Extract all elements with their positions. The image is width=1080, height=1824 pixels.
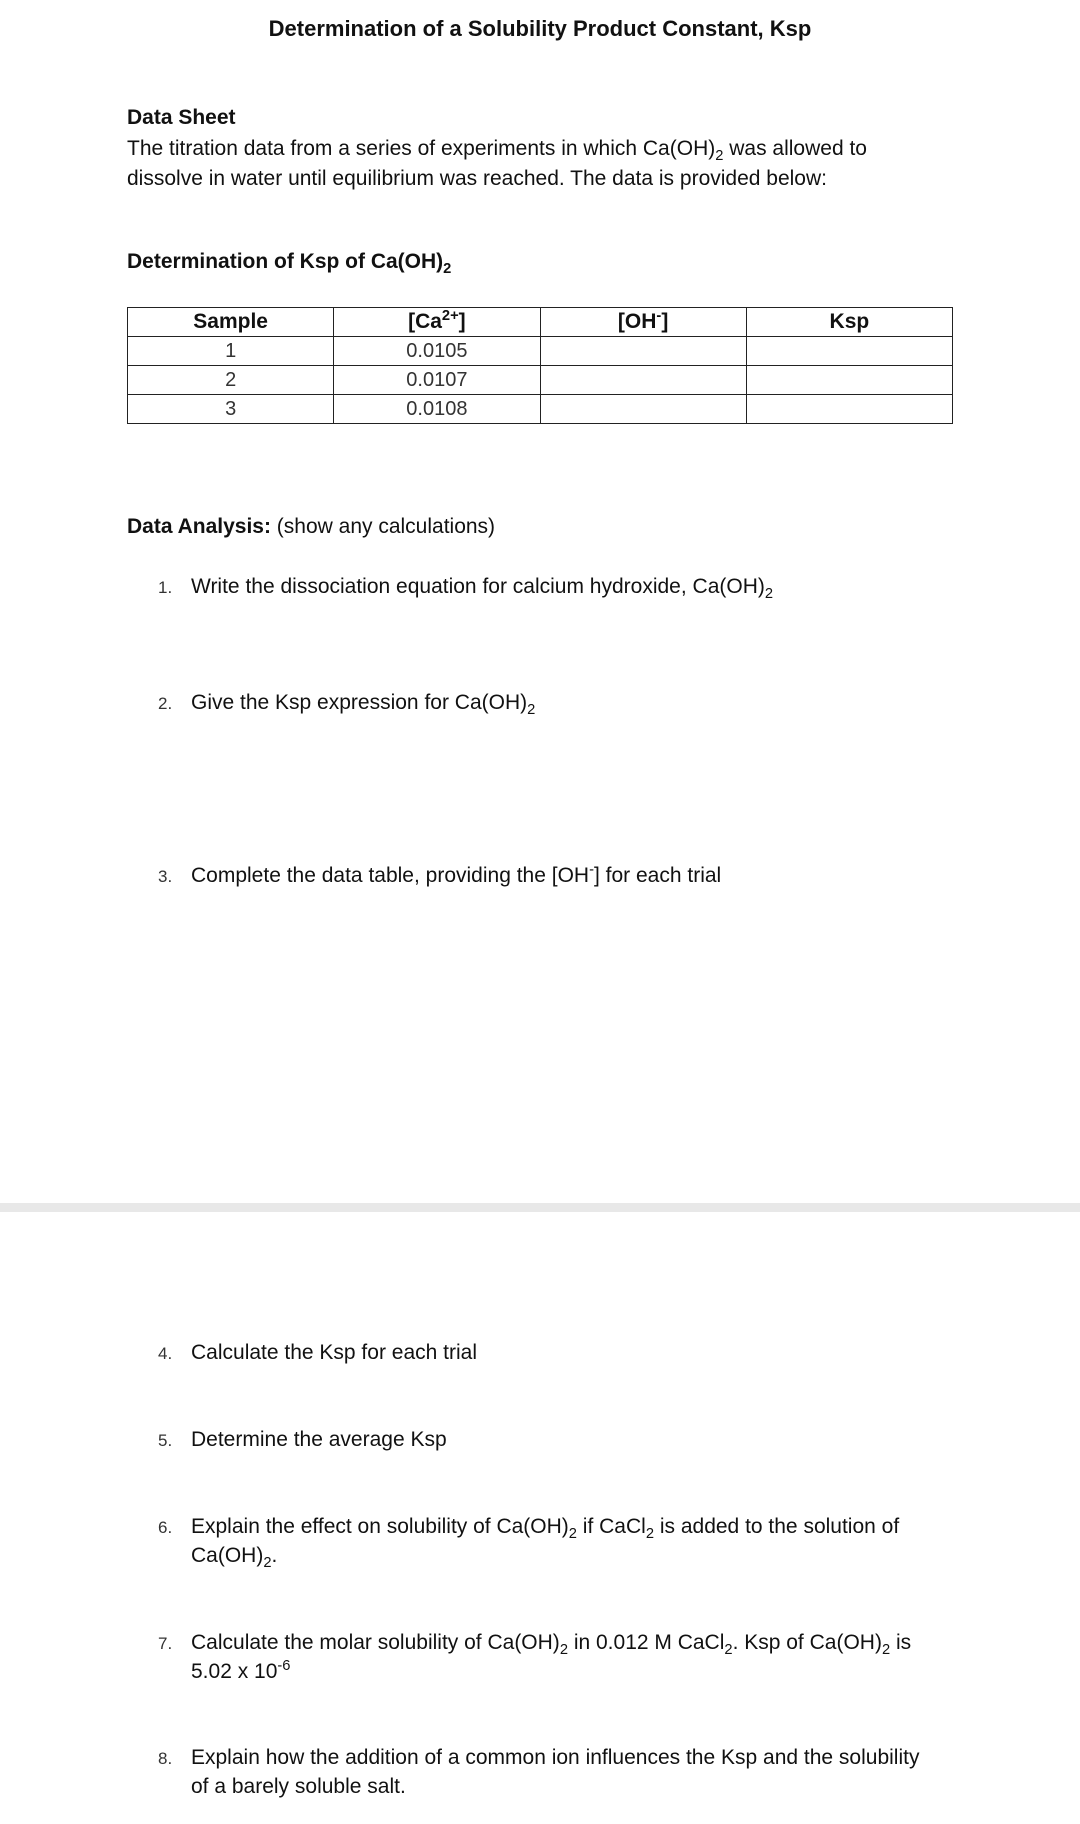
table-header-row	[128, 308, 953, 337]
cell-oh[interactable]	[540, 366, 746, 395]
cell-ksp[interactable]	[746, 366, 952, 395]
page-title: Determination of a Solubility Product Constant, Ksp	[268, 16, 812, 41]
header-ksp: Ksp	[746, 308, 952, 337]
question-7: 7. Calculate the molar solubility of $Ca(OH)_2$ in 0.012 M CaCl$_2$. Ksp of $Ca(OH)_2$ is 5.02 x $10^{-6}$	[158, 1631, 912, 1683]
intro-paragraph: The titration data from a series of experiments in which $Ca(OH)_2$ was allowed to dissolve in water until equilibrium was reached. The data is provided below:	[127, 137, 867, 190]
cell-oh[interactable]	[540, 337, 746, 366]
cell-ca: 0.0107	[334, 366, 540, 395]
data-sheet-heading: Data Sheet	[127, 106, 236, 129]
cell-ca: 0.0105	[334, 337, 540, 366]
table-row	[128, 366, 953, 395]
cell-ksp[interactable]	[746, 395, 952, 424]
data-table	[127, 307, 953, 424]
header-sample: Sample	[128, 308, 334, 337]
cell-oh[interactable]	[540, 395, 746, 424]
question-6: 6. Explain the effect on solubility of $Ca(OH)_2$ if CaCl$_2$ is added to the solution of $Ca(OH)_2$.	[158, 1515, 900, 1572]
question-4: 4. Calculate the Ksp for each trial	[158, 1341, 477, 1364]
question-5: 5. Determine the average Ksp	[158, 1428, 447, 1451]
question-8: 8. Explain how the addition of a common ion influences the Ksp and the solubility of a barely soluble salt.	[158, 1746, 920, 1798]
ksp-section-heading: Determination of Ksp of $Ca(OH)_2$	[127, 250, 452, 278]
table-row	[128, 395, 953, 424]
table-row	[128, 337, 953, 366]
cell-sample: 3	[128, 395, 334, 424]
header-ca: $[Ca^{2+}]$	[334, 308, 540, 337]
header-oh: [OH-]	[540, 308, 746, 337]
cell-sample: 2	[128, 366, 334, 395]
data-analysis-heading: Data Analysis: (show any calculations)	[127, 515, 496, 538]
cell-sample: 1	[128, 337, 334, 366]
cell-ksp[interactable]	[746, 337, 952, 366]
page-divider	[0, 1203, 1080, 1212]
question-3: 3. Complete the data table, providing the [OH-] for each trial	[158, 862, 722, 887]
cell-ca: 0.0108	[334, 395, 540, 424]
question-2: 2. Give the Ksp expression for $Ca(OH)_2$	[158, 691, 536, 719]
question-1: 1. Write the dissociation equation for calcium hydroxide, $Ca(OH)_2$	[158, 575, 774, 603]
